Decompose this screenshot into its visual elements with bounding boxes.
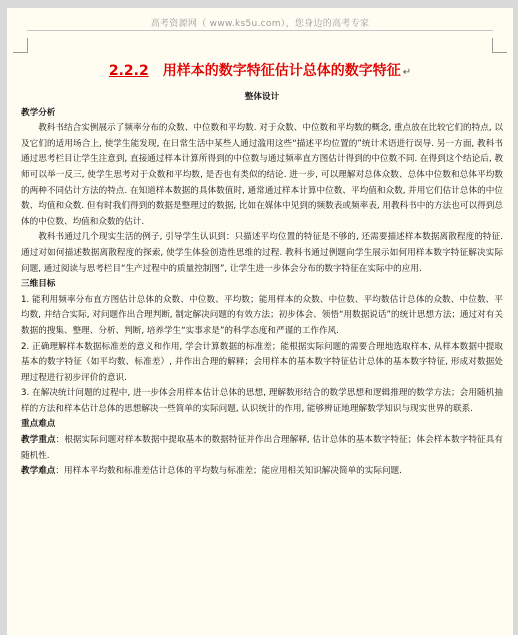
key-label: 教学重点	[21, 435, 56, 446]
document-body	[21, 90, 503, 480]
document-page	[7, 8, 513, 635]
heading-goals: 三维目标	[21, 279, 56, 290]
section-number: 2.2.2	[108, 63, 149, 79]
corner-mark-right	[492, 38, 507, 53]
goal-2: 2. 正确理解样本数据标准差的意义和作用, 学会计算数据的标准差；能根据实际问题的需要合理地选取样本, 从样本数据中提取基本的数字特征（如平均数、标准差）, 并作出合理的解释；会用样本的基本数字特征估计总体的基本数字特征, 形成对数据处理过程进行初步评价的意识.	[21, 341, 503, 383]
heading-key-points: 重点难点	[21, 419, 56, 430]
header-divider	[27, 30, 493, 31]
document-title	[7, 60, 513, 80]
difficulty-label: 教学难点	[21, 466, 56, 477]
heading-analysis: 教学分析	[21, 107, 56, 118]
goal-1: 1. 能利用频率分布直方图估计总体的众数、中位数、平均数；能用样本的众数、中位数、平均数估计总体的众数、中位数、平均数, 并结合实际, 对问题作出合理判断, 制定解决问题的有效方法；初步体会、领悟“用数据说话”的统计思想方法；通过对有关数据的搜集、整理、分析、判断, 培养学生“实事求是”的科学态度和严谨的工作作风.	[21, 294, 503, 336]
analysis-paragraph-1: 教科书结合实例展示了频率分布的众数、中位数和平均数. 对于众数、中位数和平均数的概念, 重点放在比较它们的特点, 以及它们的适用场合上, 使学生能发现, 在日常生活中某些人通过滥用这些“描述平均位置的”统计术语进行误导. 另一方面, 教科书通过思考栏目让学生注意到, 直接通过样本计算所得到的中位数与通过频率直方图估计得到的中位数不同. 在得到这个结论后, 教师可以举一反三, 使学生思考对于众数和平均数, 是否也有类似的结论. 进一步, 可以理解对总体众数、总体中位数和总体平均数的两种不同估计方法的特点. 在知道样本数据的具体数值时, 通常通过样本计算中位数、平均值和众数, 并用它们估计总体的中位数、均值和众数. 但有时我们得到的数据是整理过的数据, 比如在媒体中见到的频数表或频率表, 用教科书中的方法也可以得到总体的中位数、均值和众数的估计.	[21, 123, 503, 227]
analysis-paragraph-2: 教科书通过几个现实生活的例子, 引导学生认识到：只描述平均位置的特征是不够的, 还需要描述样本数据离散程度的特征. 通过对如何描述数据离散程度的探索, 使学生体验创造性思维的过程. 教科书通过例题向学生展示如何用样本数字特征解决实际问题, 通过阅读与思考栏目“生产过程中的质量控制图”, 让学生进一步体会分布的数字特征在实际中的应用.	[21, 232, 503, 274]
title-text: 用样本的数字特征估计总体的数字特征	[162, 63, 401, 79]
key-text: ：根据实际问题对样本数据中提取基本的数据特征并作出合理解释, 估计总体的基本数字特征；体会样本数字特征具有随机性.	[21, 435, 503, 461]
key-point	[21, 433, 503, 464]
goal-3: 3. 在解决统计问题的过程中, 进一步体会用样本估计总体的思想, 理解数形结合的数学思想和逻辑推理的数学方法；会用随机抽样的方法和样本估计总体的思想解决一些简单的实际问题, 认识统计的作用, 能够辨证地理解数学知识与现实世界的联系.	[21, 388, 503, 414]
paragraph-mark-icon: ↵	[402, 67, 412, 78]
page-header: 高考资源网（ www.ks5u.com），您身边的高考专家	[150, 19, 370, 29]
difficulty-point	[21, 464, 503, 480]
corner-mark-left	[13, 38, 28, 53]
subtitle: 整体设计	[244, 92, 280, 102]
difficulty-text: ：用样本平均数和标准差估计总体的平均数与标准差；能应用相关知识解决简单的实际问题.	[55, 466, 402, 477]
